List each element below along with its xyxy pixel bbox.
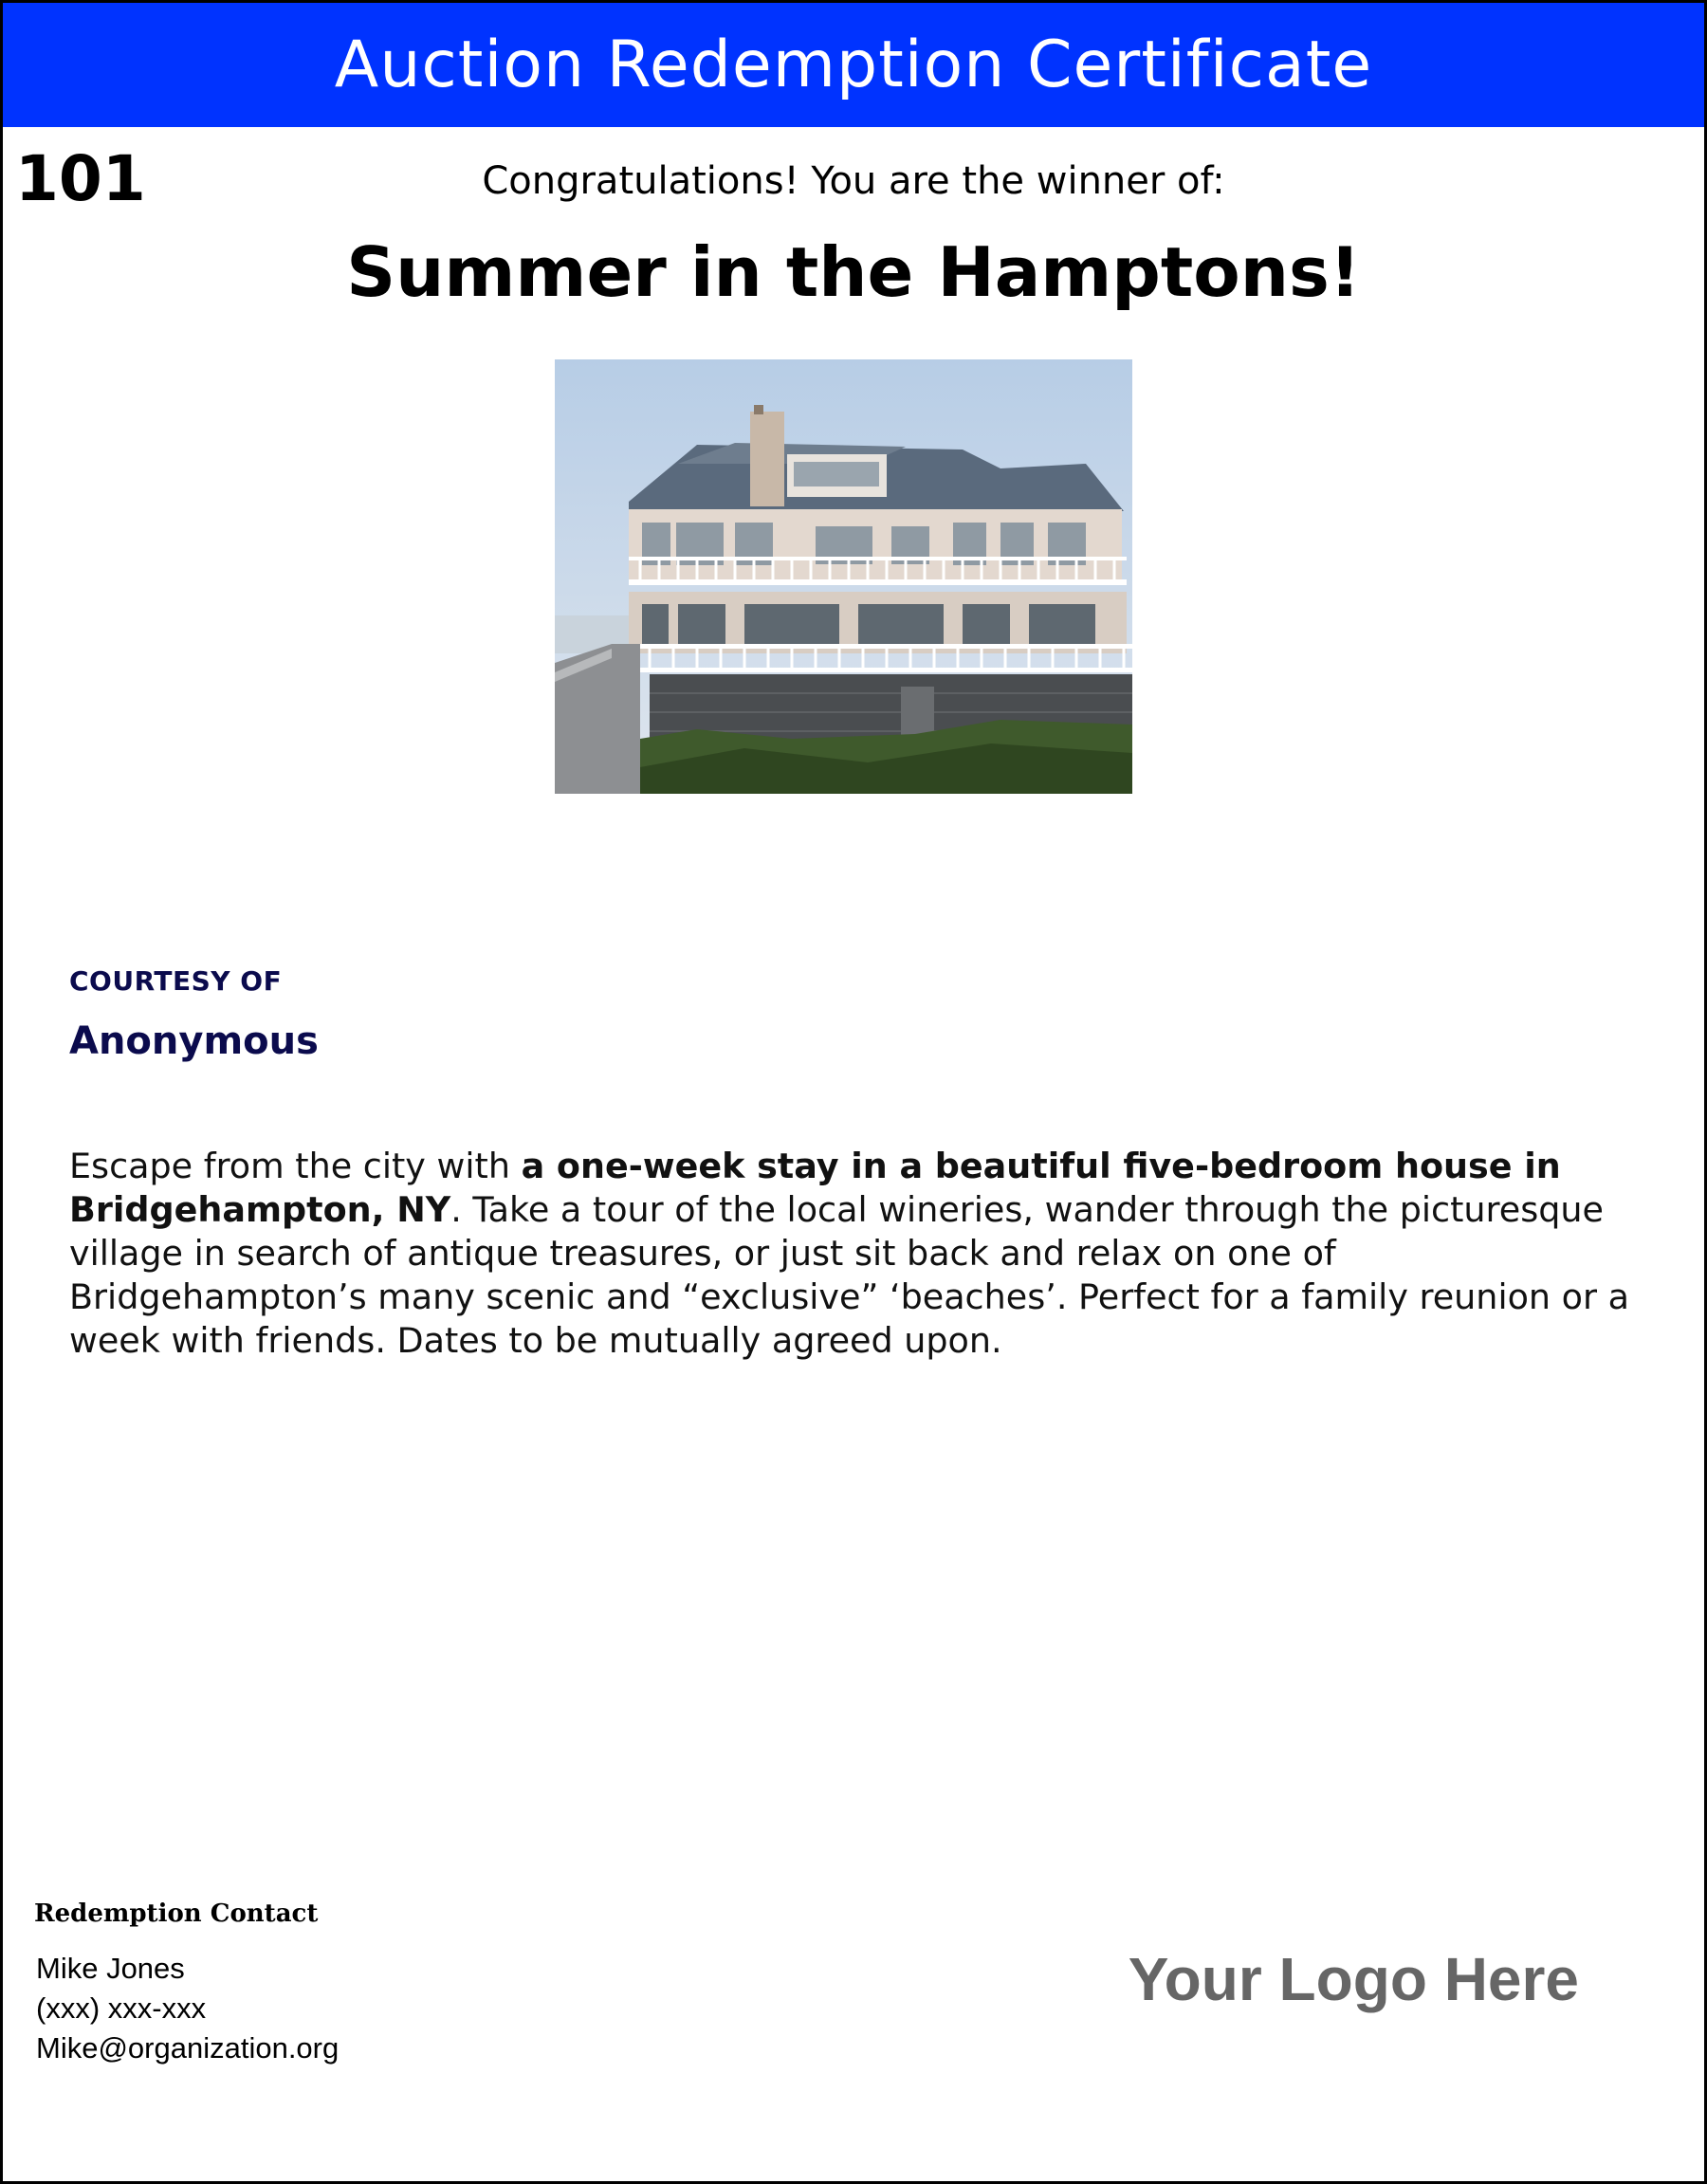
item-description bbox=[69, 1145, 1643, 1363]
certificate-header: Auction Redemption Certificate bbox=[3, 3, 1704, 127]
item-title: Summer in the Hamptons! bbox=[346, 232, 1361, 312]
donor-name: Anonymous bbox=[69, 1019, 319, 1063]
logo-placeholder: Your Logo Here bbox=[1128, 1945, 1579, 2013]
contact-phone: (xxx) xxx-xxx bbox=[36, 1991, 207, 2025]
congratulations-text: Congratulations! You are the winner of: bbox=[482, 159, 1225, 203]
description-text: Escape from the city with bbox=[69, 1146, 522, 1186]
courtesy-label: COURTESY OF bbox=[69, 965, 283, 997]
description-text-rest: . Take a tour of the local wineries, wander through the picturesque village in search of antique treasures, or just sit back and relax on one of Bridgehampton’s many scenic and “exclusive” ‘beaches’. Perfect for a family reunion or a week with friends. Dates to be mutually agreed upon. bbox=[69, 1189, 1629, 1361]
redemption-contact-label: Redemption Contact bbox=[34, 1900, 319, 1928]
contact-email: Mike@organization.org bbox=[36, 2031, 340, 2065]
description-highlight: a one-week stay in a beautiful five-bedroom house in Bridgehampton, NY bbox=[69, 1146, 1561, 1230]
house-photo bbox=[555, 359, 1132, 794]
contact-name: Mike Jones bbox=[36, 1952, 185, 1985]
lot-number: 101 bbox=[15, 142, 146, 215]
